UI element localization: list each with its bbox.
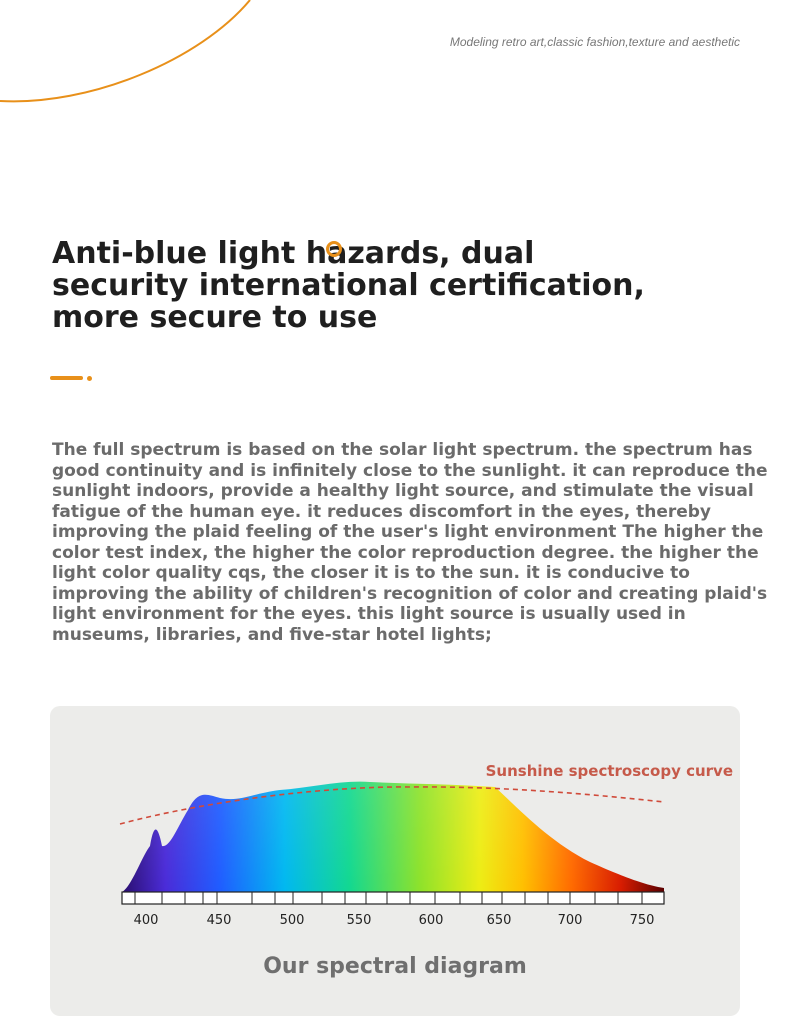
- diagram-caption: Our spectral diagram: [263, 954, 527, 979]
- paragraph-line: sunlight indoors, provide a healthy light source, and stimulate the visual: [52, 481, 754, 501]
- paragraph-line: improving the plaid feeling of the user's light environment The higher the: [52, 522, 764, 542]
- accent-dot: [87, 376, 92, 381]
- spectrum-diagram-card: [50, 706, 740, 1016]
- paragraph-line: color test index, the higher the color reproduction degree. the higher the: [52, 542, 759, 563]
- sunshine-curve-label: Sunshine spectroscopy curve: [485, 762, 733, 780]
- axis-tick-label: 400: [133, 913, 159, 928]
- headline-line: more secure to use: [52, 300, 378, 335]
- axis-tick-label: 700: [557, 913, 583, 928]
- axis-tick-label: 750: [629, 913, 655, 928]
- headline-line: Anti-blue light hazards, dual: [52, 236, 535, 271]
- paragraph-line: The full spectrum is based on the solar light spectrum. the spectrum has: [52, 440, 753, 460]
- paragraph-line: museums, libraries, and five-star hotel lights;: [52, 624, 492, 645]
- axis-tick-label: 450: [206, 913, 232, 928]
- decorative-arc: [0, 0, 260, 110]
- ring-decoration: [326, 241, 342, 257]
- accent-divider: [50, 376, 83, 380]
- paragraph-line: fatigue of the human eye. it reduces discomfort in the eyes, thereby: [52, 501, 712, 522]
- paragraph-line: good continuity and is infinitely close to the sunlight. it can reproduce the: [52, 460, 768, 481]
- axis-tick-label: 500: [279, 913, 305, 928]
- axis-tick-label: 600: [418, 913, 444, 928]
- axis-tick-label: 550: [346, 913, 372, 928]
- paragraph-line: improving the ability of children's recognition of color and creating plaid's: [52, 583, 768, 604]
- description-paragraph: [52, 440, 768, 645]
- paragraph-line: light environment for the eyes. this light source is usually used in: [52, 604, 686, 624]
- tagline: Modeling retro art,classic fashion,texture and aesthetic: [449, 35, 740, 49]
- axis-tick-label: 650: [486, 913, 512, 928]
- paragraph-line: light color quality cqs, the closer it is to the sun. it is conducive to: [52, 563, 690, 583]
- headline-line: security international certification,: [52, 268, 645, 303]
- headline: [52, 238, 692, 334]
